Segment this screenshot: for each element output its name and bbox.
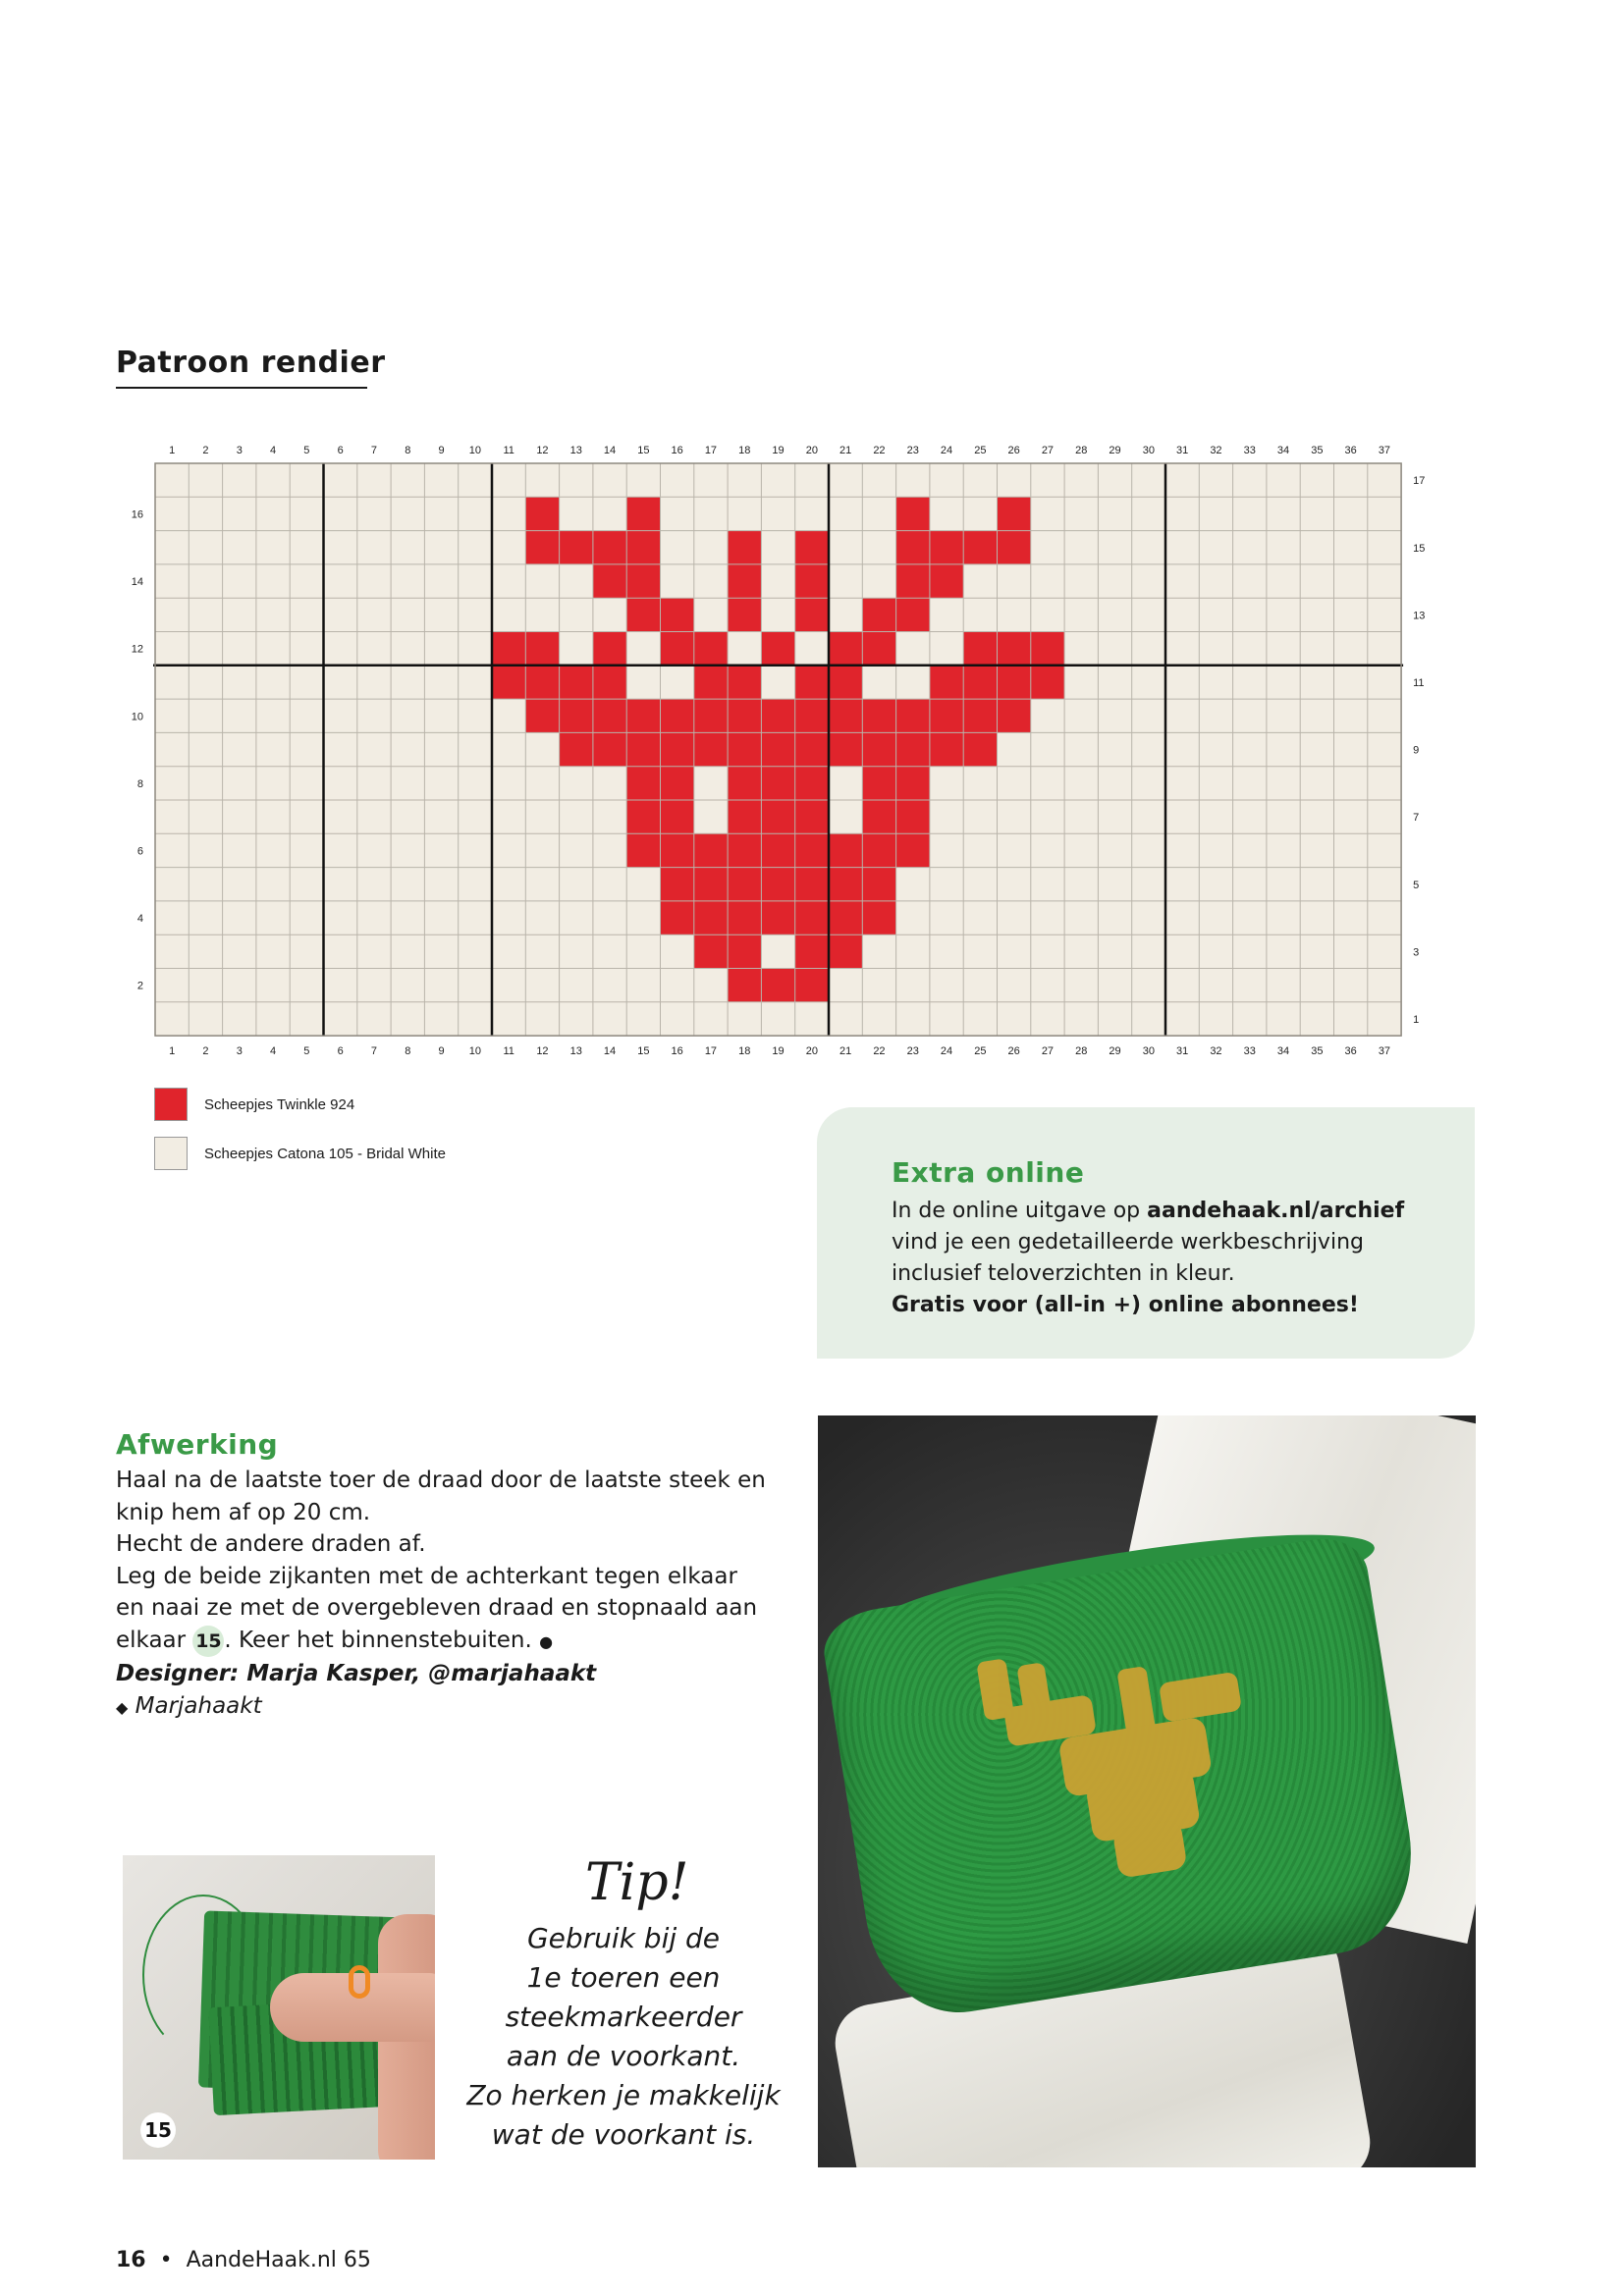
- chart-cell-red: [661, 901, 694, 934]
- x-tick-label: 19: [772, 1045, 785, 1055]
- x-tick-label: 11: [503, 445, 514, 456]
- x-tick-label: 5: [303, 445, 310, 456]
- x-tick-label: 12: [536, 1045, 549, 1055]
- chart-cell-red: [560, 666, 593, 699]
- y-tick-label-left: 4: [136, 913, 143, 926]
- x-tick-label: 20: [805, 445, 818, 456]
- chart-cell-red: [761, 732, 794, 766]
- chart-cell-red: [661, 868, 694, 901]
- tip-title: Tip!: [585, 1853, 689, 1912]
- x-tick-label: 29: [1109, 1045, 1121, 1055]
- chart-cell-red: [795, 833, 829, 867]
- stitch-marker-icon: [349, 1965, 370, 1999]
- chart-cell-red: [626, 767, 660, 800]
- x-tick-label: 29: [1109, 445, 1121, 456]
- chart-cell-red: [795, 564, 829, 598]
- chart-cell-red: [862, 699, 895, 732]
- chart-cell-red: [626, 800, 660, 833]
- chart-cell-red: [761, 767, 794, 800]
- y-tick-label-right: 7: [1413, 812, 1420, 825]
- tip-line: 1e toeren een: [526, 1961, 721, 1994]
- x-tick-label: 36: [1344, 445, 1357, 456]
- chart-cell-red: [795, 732, 829, 766]
- chart-cell-red: [963, 732, 997, 766]
- x-tick-label: 25: [974, 445, 987, 456]
- x-tick-label: 10: [468, 445, 481, 456]
- chart-cell-red: [761, 969, 794, 1002]
- x-tick-label: 16: [671, 445, 683, 456]
- x-tick-label: 34: [1276, 445, 1290, 456]
- x-tick-label: 10: [468, 1045, 481, 1055]
- chart-cell-red: [896, 598, 930, 631]
- x-tick-label: 13: [569, 1045, 582, 1055]
- chart-cell-red: [728, 732, 761, 766]
- x-tick-label: 2: [202, 1045, 209, 1055]
- chart-cell-red: [896, 732, 930, 766]
- chart-cell-red: [728, 868, 761, 901]
- x-tick-label: 23: [906, 445, 919, 456]
- chart-cell-red: [492, 666, 525, 699]
- chart-cell-red: [795, 531, 829, 564]
- chart-cell-red: [661, 767, 694, 800]
- extra-online-line1: In de online uitgave op: [892, 1199, 1148, 1223]
- chart-cell-red: [896, 497, 930, 530]
- section-title: Patroon rendier: [116, 346, 386, 380]
- chart-cell-red: [862, 767, 895, 800]
- chart-cell-red: [728, 934, 761, 968]
- x-tick-label: 16: [671, 1045, 683, 1055]
- x-tick-label: 35: [1311, 1045, 1324, 1055]
- x-tick-label: 37: [1378, 1045, 1391, 1055]
- x-tick-label: 30: [1142, 1045, 1155, 1055]
- x-tick-label: 9: [438, 445, 445, 456]
- chart-cell-red: [829, 934, 862, 968]
- x-tick-label: 36: [1344, 1045, 1357, 1055]
- x-tick-label: 33: [1243, 1045, 1256, 1055]
- y-tick-label-right: 11: [1413, 676, 1425, 689]
- x-tick-label: 17: [704, 1045, 718, 1055]
- x-tick-label: 15: [637, 1045, 650, 1055]
- chart-cell-red: [963, 531, 997, 564]
- chart-cell-red: [795, 934, 829, 968]
- chart-cell-red: [862, 800, 895, 833]
- chart-cell-red: [626, 833, 660, 867]
- chart-cell-red: [694, 732, 728, 766]
- afwerking-title: Afwerking: [116, 1428, 279, 1461]
- tip-line: steekmarkeerder: [505, 2001, 742, 2033]
- y-tick-label-left: 14: [131, 576, 143, 589]
- tip-text: [461, 1919, 785, 2155]
- chart-cell-red: [896, 767, 930, 800]
- chart-cell-red: [694, 901, 728, 934]
- chart-cell-red: [998, 699, 1031, 732]
- x-tick-label: 14: [603, 445, 617, 456]
- y-tick-label-left: 2: [136, 980, 143, 992]
- chart-cell-red: [998, 531, 1031, 564]
- chart-cell-red: [761, 632, 794, 666]
- x-tick-label: 3: [236, 445, 243, 456]
- chart-cell-red: [626, 497, 660, 530]
- chart-cell-red: [626, 699, 660, 732]
- y-tick-label-right: 13: [1413, 610, 1426, 622]
- chart-cell-red: [661, 800, 694, 833]
- chart-cell-red: [661, 833, 694, 867]
- chart-cell-red: [963, 632, 997, 666]
- chart-cell-red: [661, 699, 694, 732]
- x-tick-label: 4: [269, 1045, 277, 1055]
- chart-cell-red: [1031, 666, 1064, 699]
- chart-cell-red: [661, 732, 694, 766]
- y-tick-label-right: 5: [1413, 879, 1420, 891]
- y-tick-label-right: 17: [1413, 475, 1426, 488]
- x-tick-label: 6: [337, 1045, 344, 1055]
- instagram-name: Marjahaakt: [135, 1692, 262, 1719]
- chart-cell-red: [694, 868, 728, 901]
- chart-cell-red: [998, 666, 1031, 699]
- archive-link[interactable]: aandehaak.nl/archief: [1147, 1199, 1405, 1223]
- x-tick-label: 30: [1142, 445, 1155, 456]
- x-tick-label: 21: [839, 1045, 852, 1055]
- x-tick-label: 34: [1276, 1045, 1290, 1055]
- y-tick-label-left: 8: [136, 777, 143, 790]
- chart-cell-red: [829, 833, 862, 867]
- chart-cell-red: [761, 901, 794, 934]
- afwerking-line: knip hem af op 20 cm.: [116, 1499, 371, 1525]
- afwerking-line: . Keer het binnenstebuiten.: [224, 1627, 532, 1653]
- chart-cell-red: [661, 598, 694, 631]
- chart-cell-red: [829, 732, 862, 766]
- extra-online-line4: Gratis voor (all-in +) online abonnees!: [892, 1293, 1359, 1317]
- x-tick-label: 13: [569, 445, 582, 456]
- chart-cell-red: [795, 767, 829, 800]
- x-tick-label: 19: [772, 445, 785, 456]
- afwerking-line: en naai ze met de overgebleven draad en stopnaald aan: [116, 1595, 758, 1621]
- x-tick-label: 11: [503, 1045, 514, 1055]
- chart-cell-red: [560, 699, 593, 732]
- x-tick-label: 20: [805, 1045, 818, 1055]
- chart-cell-red: [728, 531, 761, 564]
- chart-cell-red: [930, 666, 963, 699]
- chart-cell-red: [829, 699, 862, 732]
- chart-cell-red: [694, 699, 728, 732]
- chart-cell-red: [626, 598, 660, 631]
- x-tick-label: 22: [873, 1045, 886, 1055]
- chart-cell-red: [694, 666, 728, 699]
- chart-cell-red: [795, 699, 829, 732]
- chart-cell-red: [963, 699, 997, 732]
- tip-line: Zo herken je makkelijk: [466, 2079, 781, 2111]
- napkin-ring-photo: [818, 1415, 1476, 2167]
- x-tick-label: 33: [1243, 445, 1256, 456]
- chart-cell-red: [694, 632, 728, 666]
- chart-cell-red: [795, 969, 829, 1002]
- afwerking-line: Haal na de laatste toer de draad door de laatste steek en: [116, 1468, 766, 1493]
- chart-cell-red: [795, 598, 829, 631]
- chart-cell-red: [626, 564, 660, 598]
- x-tick-label: 21: [839, 445, 852, 456]
- chart-cell-red: [930, 564, 963, 598]
- chart-cell-red: [525, 632, 559, 666]
- x-tick-label: 25: [974, 1045, 987, 1055]
- chart-cell-red: [593, 732, 626, 766]
- chart-cell-red: [626, 531, 660, 564]
- x-tick-label: 26: [1007, 1045, 1020, 1055]
- chart-cell-red: [593, 564, 626, 598]
- x-tick-label: 22: [873, 445, 886, 456]
- afwerking-text: [116, 1465, 784, 1724]
- chart-cell-red: [728, 767, 761, 800]
- x-tick-label: 5: [303, 1045, 310, 1055]
- magazine-name: AandeHaak.nl 65: [186, 2248, 371, 2272]
- chart-cell-red: [525, 497, 559, 530]
- x-tick-label: 24: [940, 445, 953, 456]
- chart-cell-red: [728, 564, 761, 598]
- tip-line: aan de voorkant.: [506, 2040, 741, 2072]
- chart-cell-red: [829, 901, 862, 934]
- x-tick-label: 8: [405, 1045, 411, 1055]
- chart-cell-red: [829, 632, 862, 666]
- chart-cell-red: [694, 934, 728, 968]
- chart-cell-red: [728, 598, 761, 631]
- chart-cell-red: [1031, 632, 1064, 666]
- chart-cell-red: [896, 531, 930, 564]
- afwerking-line: elkaar: [116, 1627, 187, 1653]
- footer-separator: •: [159, 2248, 173, 2272]
- x-tick-label: 31: [1176, 1045, 1189, 1055]
- chart-cell-red: [560, 531, 593, 564]
- chart-cell-red: [862, 598, 895, 631]
- swatch-photo: [123, 1855, 435, 2160]
- chart-cell-red: [862, 833, 895, 867]
- y-tick-label-left: 16: [131, 508, 143, 521]
- chart-cell-red: [862, 868, 895, 901]
- end-mark-icon: ●: [539, 1631, 554, 1651]
- x-tick-label: 23: [906, 1045, 919, 1055]
- x-tick-label: 31: [1176, 445, 1189, 456]
- page-footer: [116, 2248, 371, 2272]
- photo-reference-badge: 15: [192, 1626, 224, 1657]
- x-tick-label: 18: [738, 445, 751, 456]
- y-tick-label-left: 12: [131, 643, 143, 656]
- x-tick-label: 15: [637, 445, 650, 456]
- x-tick-label: 28: [1075, 1045, 1088, 1055]
- chart-cell-red: [761, 868, 794, 901]
- chart-cell-red: [626, 732, 660, 766]
- chart-cell-red: [896, 699, 930, 732]
- chart-cell-red: [661, 632, 694, 666]
- chart-cell-red: [795, 901, 829, 934]
- x-tick-label: 2: [202, 445, 209, 456]
- extra-online-line2: vind je een gedetailleerde werkbeschrijving: [892, 1230, 1364, 1255]
- page-number: 16: [116, 2248, 146, 2272]
- x-tick-label: 32: [1210, 445, 1222, 456]
- y-tick-label-right: 9: [1413, 744, 1420, 757]
- chart-cell-red: [728, 833, 761, 867]
- x-tick-label: 9: [438, 1045, 445, 1055]
- chart-cell-red: [525, 699, 559, 732]
- legend-label-red: Scheepjes Twinkle 924: [204, 1096, 355, 1113]
- chart-cell-red: [593, 531, 626, 564]
- chart-cell-red: [694, 833, 728, 867]
- tip-line: wat de voorkant is.: [491, 2118, 756, 2151]
- legend-label-cream: Scheepjes Catona 105 - Bridal White: [204, 1146, 446, 1162]
- afwerking-line: Leg de beide zijkanten met de achterkant tegen elkaar: [116, 1563, 737, 1589]
- x-tick-label: 26: [1007, 445, 1020, 456]
- tip-line: Gebruik bij de: [526, 1922, 721, 1954]
- y-tick-label-left: 10: [131, 711, 143, 723]
- x-tick-label: 32: [1210, 1045, 1222, 1055]
- chart-cell-red: [930, 699, 963, 732]
- x-tick-label: 24: [940, 1045, 953, 1055]
- chart-cell-red: [862, 632, 895, 666]
- reindeer-pattern-chart: [128, 437, 1434, 1055]
- chart-cell-red: [728, 901, 761, 934]
- chart-cell-red: [896, 833, 930, 867]
- chart-cell-red: [930, 531, 963, 564]
- x-tick-label: 17: [704, 445, 718, 456]
- photo-number-badge: 15: [140, 2112, 176, 2148]
- legend-swatch-cream: [154, 1137, 188, 1170]
- instagram-icon: ◆: [116, 1697, 129, 1717]
- y-tick-label-right: 3: [1413, 946, 1420, 959]
- x-tick-label: 12: [536, 445, 549, 456]
- chart-cell-red: [761, 800, 794, 833]
- chart-cell-red: [593, 666, 626, 699]
- y-tick-label-right: 15: [1413, 542, 1426, 555]
- x-tick-label: 7: [370, 445, 378, 456]
- chart-cell-red: [998, 632, 1031, 666]
- chart-cell-red: [560, 732, 593, 766]
- y-tick-label-right: 1: [1413, 1013, 1420, 1026]
- chart-cell-red: [761, 699, 794, 732]
- extra-online-title: Extra online: [892, 1156, 1085, 1189]
- chart-cell-red: [896, 800, 930, 833]
- chart-cell-red: [525, 666, 559, 699]
- chart-cell-red: [795, 666, 829, 699]
- x-tick-label: 1: [169, 1045, 176, 1055]
- x-tick-label: 7: [370, 1045, 378, 1055]
- chart-cell-red: [862, 901, 895, 934]
- x-tick-label: 28: [1075, 445, 1088, 456]
- chart-cell-red: [930, 732, 963, 766]
- chart-cell-red: [728, 800, 761, 833]
- chart-cell-red: [728, 666, 761, 699]
- chart-cell-red: [829, 666, 862, 699]
- chart-cell-red: [896, 564, 930, 598]
- chart-cell-red: [963, 666, 997, 699]
- chart-cell-red: [998, 497, 1031, 530]
- chart-cell-red: [795, 868, 829, 901]
- chart-cell-red: [525, 531, 559, 564]
- chart-cell-red: [728, 699, 761, 732]
- x-tick-label: 3: [236, 1045, 243, 1055]
- afwerking-line: Hecht de andere draden af.: [116, 1531, 426, 1557]
- x-tick-label: 8: [405, 445, 411, 456]
- reindeer-motif-icon: [955, 1610, 1289, 1927]
- x-tick-label: 35: [1311, 445, 1324, 456]
- chart-cell-red: [492, 632, 525, 666]
- chart-cell-red: [593, 632, 626, 666]
- chart-cell-red: [795, 800, 829, 833]
- x-tick-label: 27: [1041, 1045, 1055, 1055]
- x-tick-label: 37: [1378, 445, 1391, 456]
- extra-online-line3: inclusief teloverzichten in kleur.: [892, 1261, 1235, 1286]
- x-tick-label: 27: [1041, 445, 1055, 456]
- y-tick-label-left: 6: [136, 845, 143, 858]
- x-tick-label: 6: [337, 445, 344, 456]
- x-tick-label: 14: [603, 1045, 617, 1055]
- designer-credit: Designer: Marja Kasper, @marjahaakt: [116, 1661, 597, 1686]
- title-underline: [116, 387, 367, 389]
- x-tick-label: 1: [169, 445, 176, 456]
- extra-online-text: [892, 1196, 1441, 1321]
- chart-cell-red: [829, 868, 862, 901]
- chart-cell-red: [728, 969, 761, 1002]
- legend-swatch-red: [154, 1088, 188, 1121]
- chart-cell-red: [593, 699, 626, 732]
- chart-cell-red: [862, 732, 895, 766]
- x-tick-label: 18: [738, 1045, 751, 1055]
- chart-cell-red: [761, 833, 794, 867]
- x-tick-label: 4: [269, 445, 277, 456]
